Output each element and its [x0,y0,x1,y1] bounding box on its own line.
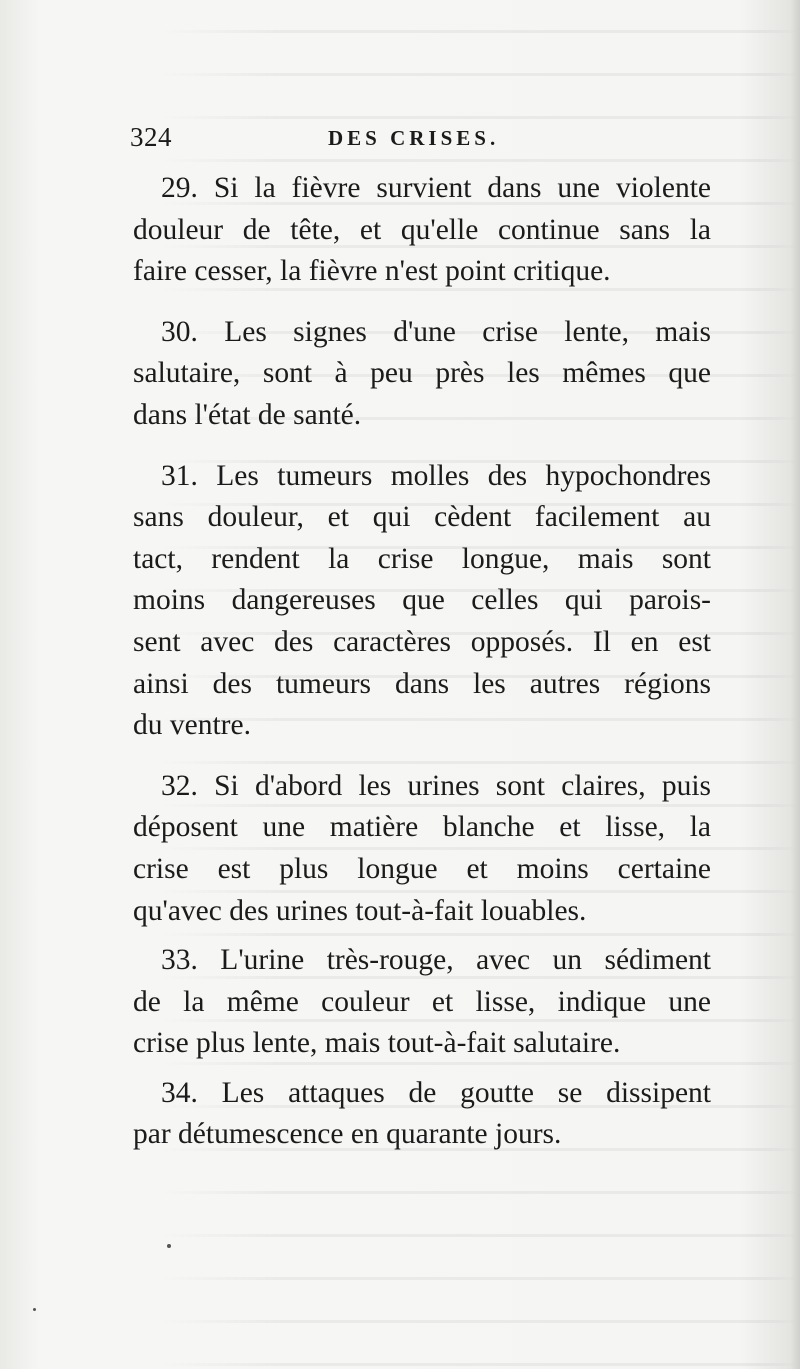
running-head: DES CRISES. [328,126,500,150]
text-line: du ventre. [133,709,251,742]
text-line: 30. Les signes d'une crise lente, mais [161,315,711,348]
text-line: moins dangereuses que celles qui parois- [133,584,711,617]
paragraph-31 [133,456,711,747]
paragraph-gap [133,747,711,766]
page-header [128,122,708,162]
page-number: 324 [130,122,172,152]
text-line: déposent une matière blanche et lisse, la [133,811,711,844]
text-line: faire cesser, la fièvre n'est point critique. [133,255,611,288]
text-line: 34. Les attaques de goutte se dissipent [161,1076,711,1109]
text-line: qu'avec des urines tout-à-fait louables. [133,894,587,927]
paragraph-gap [133,932,711,940]
text-line: tact, rendent la crise longue, mais sont [133,542,711,575]
text-line: douleur de tête, et qu'elle continue sans la [133,213,711,246]
paragraph-29 [133,168,711,293]
text-line: salutaire, sont à peu près les mêmes que [133,357,711,390]
ink-speck [167,1244,171,1248]
text-line: 31. Les tumeurs molles des hypochondres [161,459,711,492]
paragraph-34 [133,1073,711,1156]
paragraph-33 [133,940,711,1065]
ink-speck [33,1308,36,1311]
paragraph-gap [133,437,711,456]
text-line: sent avec des caractères opposés. Il en est [133,625,711,658]
paragraph-gap [133,1065,711,1073]
text-line: ainsi des tumeurs dans les autres régions [133,667,711,700]
text-line: 32. Si d'abord les urines sont claires, puis [161,769,711,802]
text-line: crise est plus longue et moins certaine [133,852,711,885]
paragraph-30 [133,312,711,437]
text-line: sans douleur, et qui cèdent facilement au [133,501,711,534]
paragraph-32 [133,766,711,932]
text-line: par détumescence en quarante jours. [133,1118,562,1151]
paragraph-gap [133,293,711,312]
text-line: de la même couleur et lisse, indique une [133,985,711,1018]
text-line: 33. L'urine très-rouge, avec un sédiment [161,944,711,977]
body-text [133,168,711,1156]
text-line: dans l'état de santé. [133,398,362,431]
text-line: crise plus lente, mais tout-à-fait salutaire. [133,1027,621,1060]
text-line: 29. Si la fièvre survient dans une violente [161,172,711,204]
